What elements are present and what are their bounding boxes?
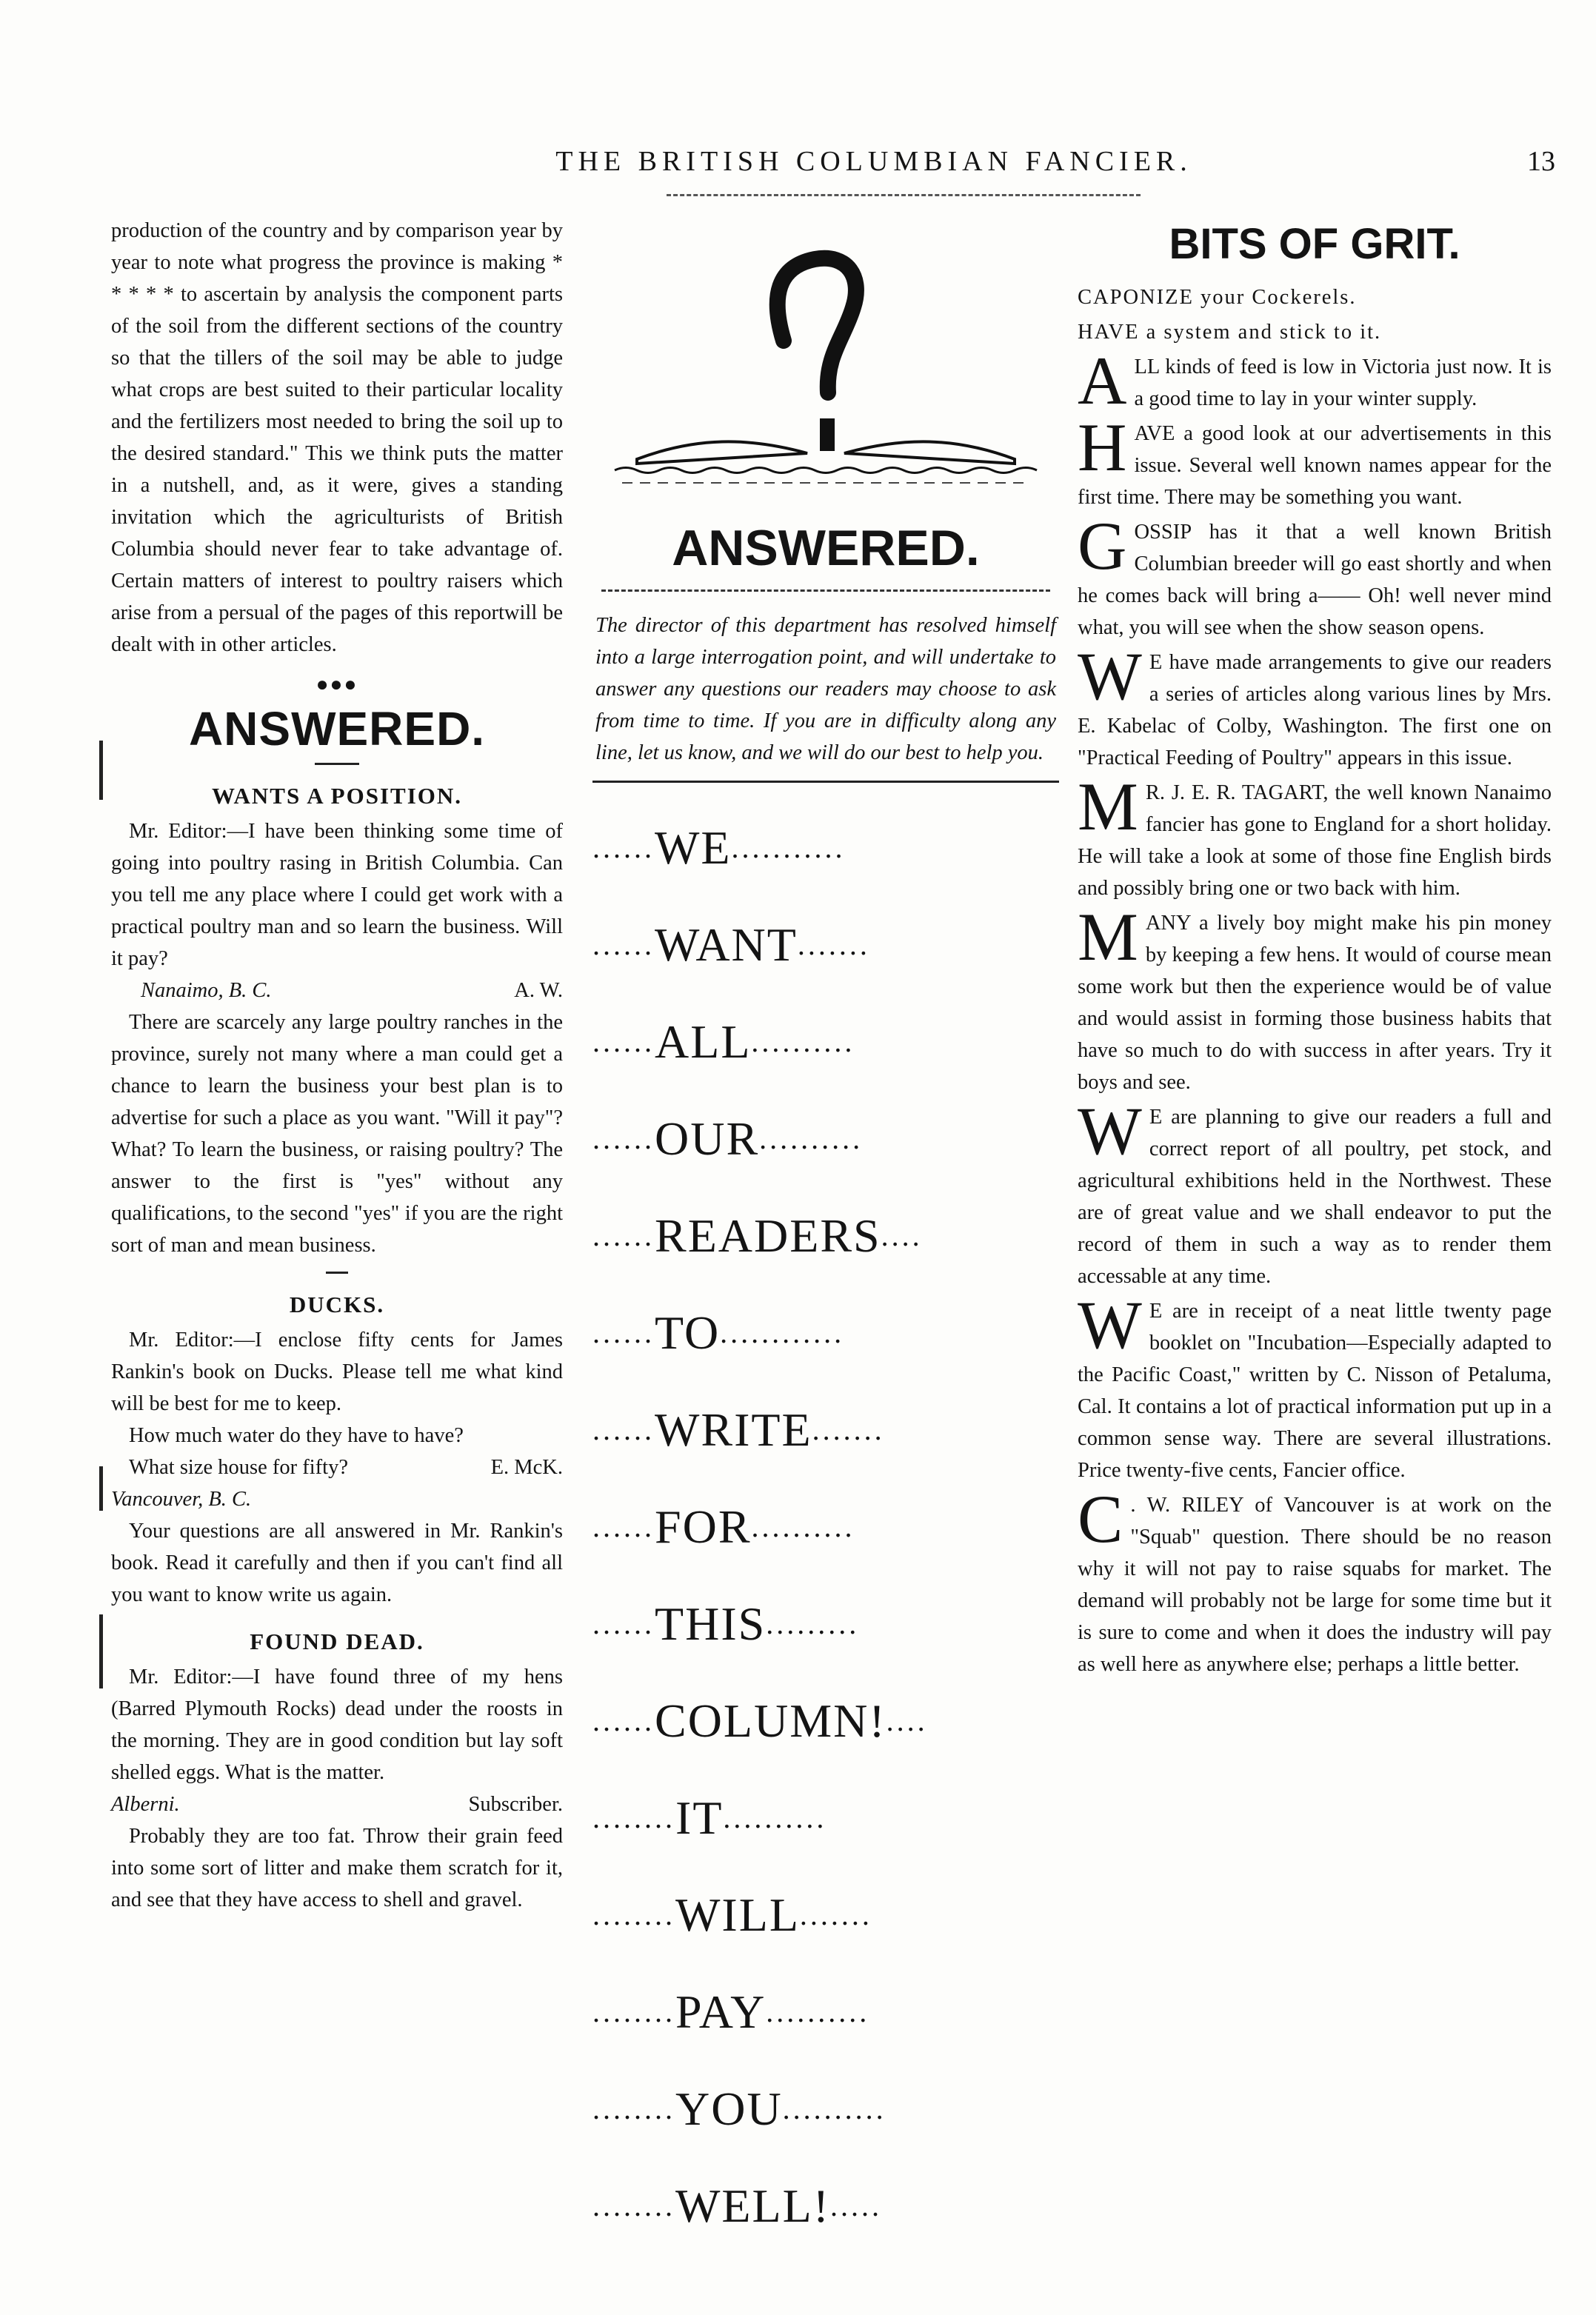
big-word: IT — [675, 1791, 724, 1844]
trailer-dots: ....... — [812, 1413, 885, 1446]
big-word-row — [592, 1575, 1059, 1672]
letter-place: Vancouver, B. C. — [111, 1488, 252, 1511]
letter-signoff — [111, 975, 563, 1006]
letter-text: Mr. Editor:—I have found three of my hens (Barred Plymouth Rocks) dead under the roosts in the morning. They are in good condition but lay soft shelled eggs. What is the matter. — [111, 1666, 563, 1784]
letter-text: What size house for fifty? — [129, 1456, 348, 1479]
grit-item-text: E are in receipt of a neat little twenty page booklet on "Incubation—Especially adapted to the Pacific Coast," written by C. Nisson of Petaluma, Cal. It contains a lot of practical information put up in a common sense way. There are several illustrations. Price twenty-five cents, Fancier office. — [1078, 1300, 1552, 1482]
letter-signoff — [111, 1452, 563, 1483]
trailer-dots: .......... — [723, 1801, 827, 1834]
grit-item — [1078, 343, 1552, 418]
big-word-row — [592, 1478, 1059, 1575]
trailer-dots: ......... — [766, 1607, 860, 1640]
big-word-row — [592, 1284, 1059, 1381]
big-word-row — [592, 1187, 1059, 1284]
trailer-dots: .... — [886, 1704, 928, 1737]
drop-cap: W — [1078, 1287, 1142, 1363]
answered-heading: ANSWERED. — [672, 520, 980, 576]
big-word: YOU — [675, 2082, 783, 2135]
question-heading: WANTS A POSITION. — [211, 783, 463, 809]
big-word-row — [592, 1866, 1059, 1963]
big-word-row — [592, 799, 1059, 896]
big-word-row — [592, 2157, 1059, 2254]
big-word: TO — [655, 1306, 721, 1359]
big-word-row — [592, 1769, 1059, 1866]
leader-dots: ........ — [592, 1801, 675, 1834]
grit-item-text: AVE a good look at our advertisements in this issue. Several well known names appear for the first time. There may be something you want. — [1078, 422, 1552, 509]
big-word-list — [592, 799, 1059, 2254]
department-intro: The director of this department has resolved himself into a large interrogation point, and will undertake to answer any questions our readers may choose to ask from time to time. If you are in difficulty along any line, let us know, and we will do our best to help you. — [595, 614, 1056, 764]
big-word: ALL — [655, 1015, 752, 1068]
drop-cap: W — [1078, 638, 1142, 714]
letter-signature: A. W. — [514, 979, 563, 1002]
big-word-row — [592, 896, 1059, 993]
big-word-row — [592, 1381, 1059, 1478]
trailer-dots: .......... — [759, 1122, 864, 1155]
trailer-dots: .......... — [751, 1510, 855, 1543]
big-word-row — [592, 1090, 1059, 1187]
big-word: WILL — [675, 1888, 800, 1941]
leader-dots: ...... — [592, 1025, 655, 1058]
trailer-dots: ............ — [720, 1316, 845, 1349]
big-word: READERS — [655, 1209, 881, 1262]
big-word: PAY — [675, 1985, 767, 2038]
big-word: WRITE — [655, 1403, 812, 1456]
grit-item — [1078, 638, 1552, 774]
letter-place: Alberni. — [111, 1793, 180, 1816]
page-header — [104, 145, 1563, 190]
header-rule — [667, 194, 1141, 196]
leader-dots: ........ — [592, 1995, 675, 2028]
letter-place: Nanaimo, B. C. — [141, 979, 272, 1002]
drop-cap: W — [1078, 1093, 1142, 1169]
reader-letter — [111, 815, 563, 1006]
reply-text: Probably they are too fat. Throw their grain feed into some sort of litter and make them scratch for it, and see that they have access to shell and gravel. — [111, 1825, 563, 1911]
reader-letter — [111, 1324, 563, 1515]
intro-paragraph: production of the country and by comparison year by year to note what progress the province is making * * * * * to ascertain by analysis the component parts of the soil from the different sections of the country so that the tillers of the soil may be able to judge what crops are best suited to their particular locality and the fertilizers most needed to bring the soil up to the desired standard." This we think puts the matter in a nutshell, and, as it were, gives a standing invitation which the agriculturists of British Columbia should never fear to take advantage of. Certain matters of interest to poultry raisers which arise from a persual of the pages of this reportwill be dealt with in other articles. — [111, 219, 563, 656]
drop-cap: A — [1078, 343, 1127, 418]
ornament: ●●● — [315, 673, 358, 696]
right-column — [1078, 215, 1552, 1683]
drop-cap: M — [1078, 899, 1138, 975]
trailer-dots: .......... — [751, 1025, 855, 1058]
margin-bar — [99, 741, 103, 800]
leader-dots: ...... — [592, 1219, 655, 1252]
leader-dots: ...... — [592, 928, 655, 961]
grit-line: HAVE a system and stick to it. — [1078, 321, 1382, 344]
grit-item-text: . W. RILEY of Vancouver is at work on the "Squab" question. There should be no reason why it will not pay to raise squabs for market. The demand will probably not be large for some time but it is sure to come and when it does the industry will pay as well here as anywhere else; perhaps a little better. — [1078, 1494, 1552, 1676]
big-word-row — [592, 993, 1059, 1090]
drop-cap: M — [1078, 769, 1138, 844]
reply-text: Your questions are all answered in Mr. Rankin's book. Read it carefully and then if you can't find all you want to know write us again. — [111, 1520, 563, 1606]
reader-letter — [111, 1661, 563, 1820]
letter-text: How much water do they have to have? — [129, 1424, 464, 1447]
grit-items — [1078, 343, 1552, 1680]
leader-dots: ...... — [592, 1510, 655, 1543]
grit-item-text: LL kinds of feed is low in Victoria just now. It is a good time to lay in your winter supply. — [1134, 355, 1552, 410]
leader-dots: ...... — [592, 831, 655, 864]
leader-dots: ...... — [592, 1413, 655, 1446]
leader-dots: ...... — [592, 1704, 655, 1737]
trailer-dots: ....... — [799, 1898, 872, 1931]
leader-dots: ........ — [592, 2189, 675, 2222]
big-word: THIS — [655, 1597, 767, 1650]
divider — [326, 1272, 348, 1274]
letter-text: Mr. Editor:—I have been thinking some time of going into poultry rasing in British Columbia. Can you tell me any place where I could get work with a practical poultry man and so learn the business. Will it pay? — [111, 820, 563, 970]
grit-item — [1078, 1287, 1552, 1486]
trailer-dots: ........... — [731, 831, 846, 864]
drop-cap: H — [1078, 410, 1127, 485]
editor-reply — [111, 1006, 563, 1261]
big-word-row — [592, 2060, 1059, 2157]
big-word: FOR — [655, 1500, 752, 1553]
letter-signature: E. McK. — [490, 1456, 563, 1479]
bits-of-grit-heading: BITS OF GRIT. — [1169, 220, 1460, 268]
divider — [592, 781, 1059, 783]
question-mark-icon — [592, 215, 1059, 518]
grit-item — [1078, 769, 1552, 904]
big-word-row — [592, 1672, 1059, 1769]
trailer-dots: .......... — [766, 1995, 870, 2028]
leader-dots: ...... — [592, 1607, 655, 1640]
question-heading: FOUND DEAD. — [250, 1628, 424, 1654]
big-word: WE — [655, 821, 732, 874]
letter-signoff — [111, 1788, 563, 1820]
grit-line: CAPONIZE your Cockerels. — [1078, 286, 1357, 309]
leader-dots: ...... — [592, 1122, 655, 1155]
editor-reply — [111, 1820, 563, 1916]
question-heading: DUCKS. — [289, 1292, 385, 1317]
reply-text: There are scarcely any large poultry ranches in the province, surely not many where a man could get a chance to learn the business your best plan is to advertise for such a place as you want. "Will it pay"? What? To learn the business, or raising poultry? The answer to the first is "yes" without any qualifications, to the second "yes" if you are the right sort of man and mean business. — [111, 1011, 563, 1257]
leader-dots: ........ — [592, 2092, 675, 2125]
trailer-dots: .......... — [782, 2092, 887, 2125]
grit-item — [1078, 508, 1552, 644]
big-word: OUR — [655, 1112, 760, 1165]
drop-cap: C — [1078, 1481, 1123, 1557]
margin-bar — [99, 1466, 103, 1511]
big-word: COLUMN! — [655, 1694, 887, 1747]
running-title: THE BRITISH COLUMBIAN FANCIER. — [555, 146, 1192, 177]
letter-signature: Subscriber. — [468, 1793, 563, 1816]
grit-item — [1078, 1093, 1552, 1292]
leader-dots: ........ — [592, 1898, 675, 1931]
divider — [601, 589, 1050, 592]
grit-item-text: E have made arrangements to give our readers a series of articles along various lines by Mrs. E. Kabelac of Colby, Washington. The first one on "Practical Feeding of Poultry" appears in this issue. — [1078, 651, 1552, 769]
grit-item-text: OSSIP has it that a well known British Columbian breeder will go east shortly and when he comes back will bring a—— Oh! well never mind what, you will see when the show season opens. — [1078, 521, 1552, 639]
grit-item-text: R. J. E. R. TAGART, the well known Nanaimo fancier has gone to England for a short holiday. He will take a look at some of those fine English birds and possibly bring one or two back with him. — [1078, 781, 1552, 900]
divider — [315, 763, 359, 765]
grit-item — [1078, 1481, 1552, 1680]
section-heading: ANSWERED. — [188, 702, 486, 755]
big-word: WELL! — [675, 2179, 830, 2232]
trailer-dots: .... — [881, 1219, 923, 1252]
editor-reply — [111, 1515, 563, 1611]
grit-item — [1078, 410, 1552, 513]
big-word: WANT — [655, 918, 798, 971]
leader-dots: ...... — [592, 1316, 655, 1349]
trailer-dots: ..... — [830, 2189, 882, 2222]
letter-text: Mr. Editor:—I enclose fifty cents for James Rankin's book on Ducks. Please tell me what kind will be best for me to keep. — [111, 1329, 563, 1415]
question-mark-illustration — [592, 215, 1059, 518]
big-word-row — [592, 1963, 1059, 2060]
margin-bar — [99, 1614, 103, 1688]
grit-item-text: E are planning to give our readers a full and correct report of all poultry, pet stock, and agricultural exhibitions held in the Northwest. These are of great value and we shall endeavor to put the record of them in such a way as to render them accessable at any time. — [1078, 1106, 1552, 1288]
middle-column — [592, 215, 1059, 2254]
drop-cap: G — [1078, 508, 1127, 584]
left-column — [111, 215, 563, 1916]
grit-item-text: ANY a lively boy might make his pin money by keeping a few hens. It would of course mean some work but then the experience would be of value and would assist in forming those business habits that have so much to do with success in after years. Try it boys and see. — [1078, 912, 1552, 1094]
page-number: 13 — [1527, 146, 1555, 177]
grit-item — [1078, 899, 1552, 1098]
trailer-dots: ....... — [797, 928, 870, 961]
